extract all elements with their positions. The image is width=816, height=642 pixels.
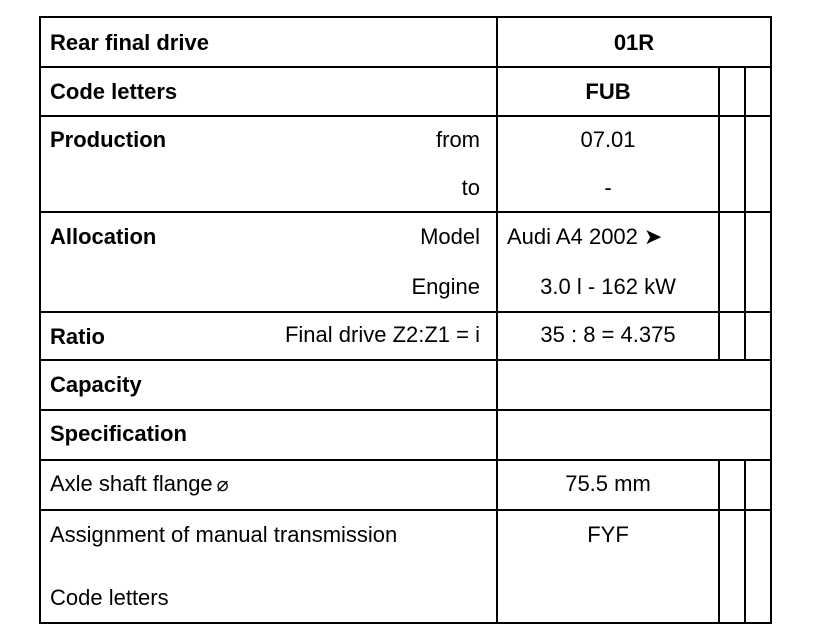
rear-final-drive-label: Rear final drive [50,30,209,55]
allocation-model-label: Model [420,224,480,249]
column-divider-narrow [718,459,720,624]
diameter-icon: ⌀ [216,474,229,496]
row-divider [39,115,772,117]
ratio-label: Ratio [50,324,105,349]
manual-transmission-code-label: Code letters [50,585,169,610]
allocation-model-cell [507,224,662,250]
capacity-label: Capacity [50,372,142,397]
column-divider-narrow [744,66,746,361]
code-letters-label: Code letters [50,79,178,104]
ratio-value: 35 : 8 = 4.375 [540,322,676,347]
axle-flange-label: Axle shaft flange [50,471,213,496]
rear-final-drive-value: 01R [613,30,655,55]
row-divider [39,311,772,313]
arrow-right-icon: ➤ [643,224,663,249]
allocation-engine-value: 3.0 l - 162 kW [540,274,676,299]
production-to-value: - [604,175,612,200]
row-divider [39,211,772,213]
axle-flange-cell [50,471,229,498]
allocation-model-value: Audi A4 2002 [507,224,638,249]
production-from-value: 07.01 [580,127,636,152]
manual-transmission-label: Assignment of manual transmission [50,522,398,547]
manual-transmission-value: FYF [587,522,629,547]
row-divider [39,459,772,461]
code-letters-value: FUB [585,79,631,104]
production-from-label: from [436,127,480,152]
axle-flange-value: 75.5 mm [565,471,651,496]
row-divider [39,409,772,411]
ratio-sub-label: Final drive Z2:Z1 = i [284,322,480,347]
column-divider-narrow [744,459,746,624]
table-border-right [770,16,772,624]
table-border-top [39,16,772,18]
production-to-label: to [461,175,480,200]
table-border-bottom [39,622,772,624]
allocation-engine-label: Engine [411,274,480,299]
specification-label: Specification [50,421,187,446]
row-divider [39,509,772,511]
allocation-label: Allocation [50,224,157,249]
column-divider-narrow [718,66,720,361]
row-divider [39,359,772,361]
row-divider [39,66,772,68]
table-border-left [39,16,41,624]
production-label: Production [50,127,167,152]
